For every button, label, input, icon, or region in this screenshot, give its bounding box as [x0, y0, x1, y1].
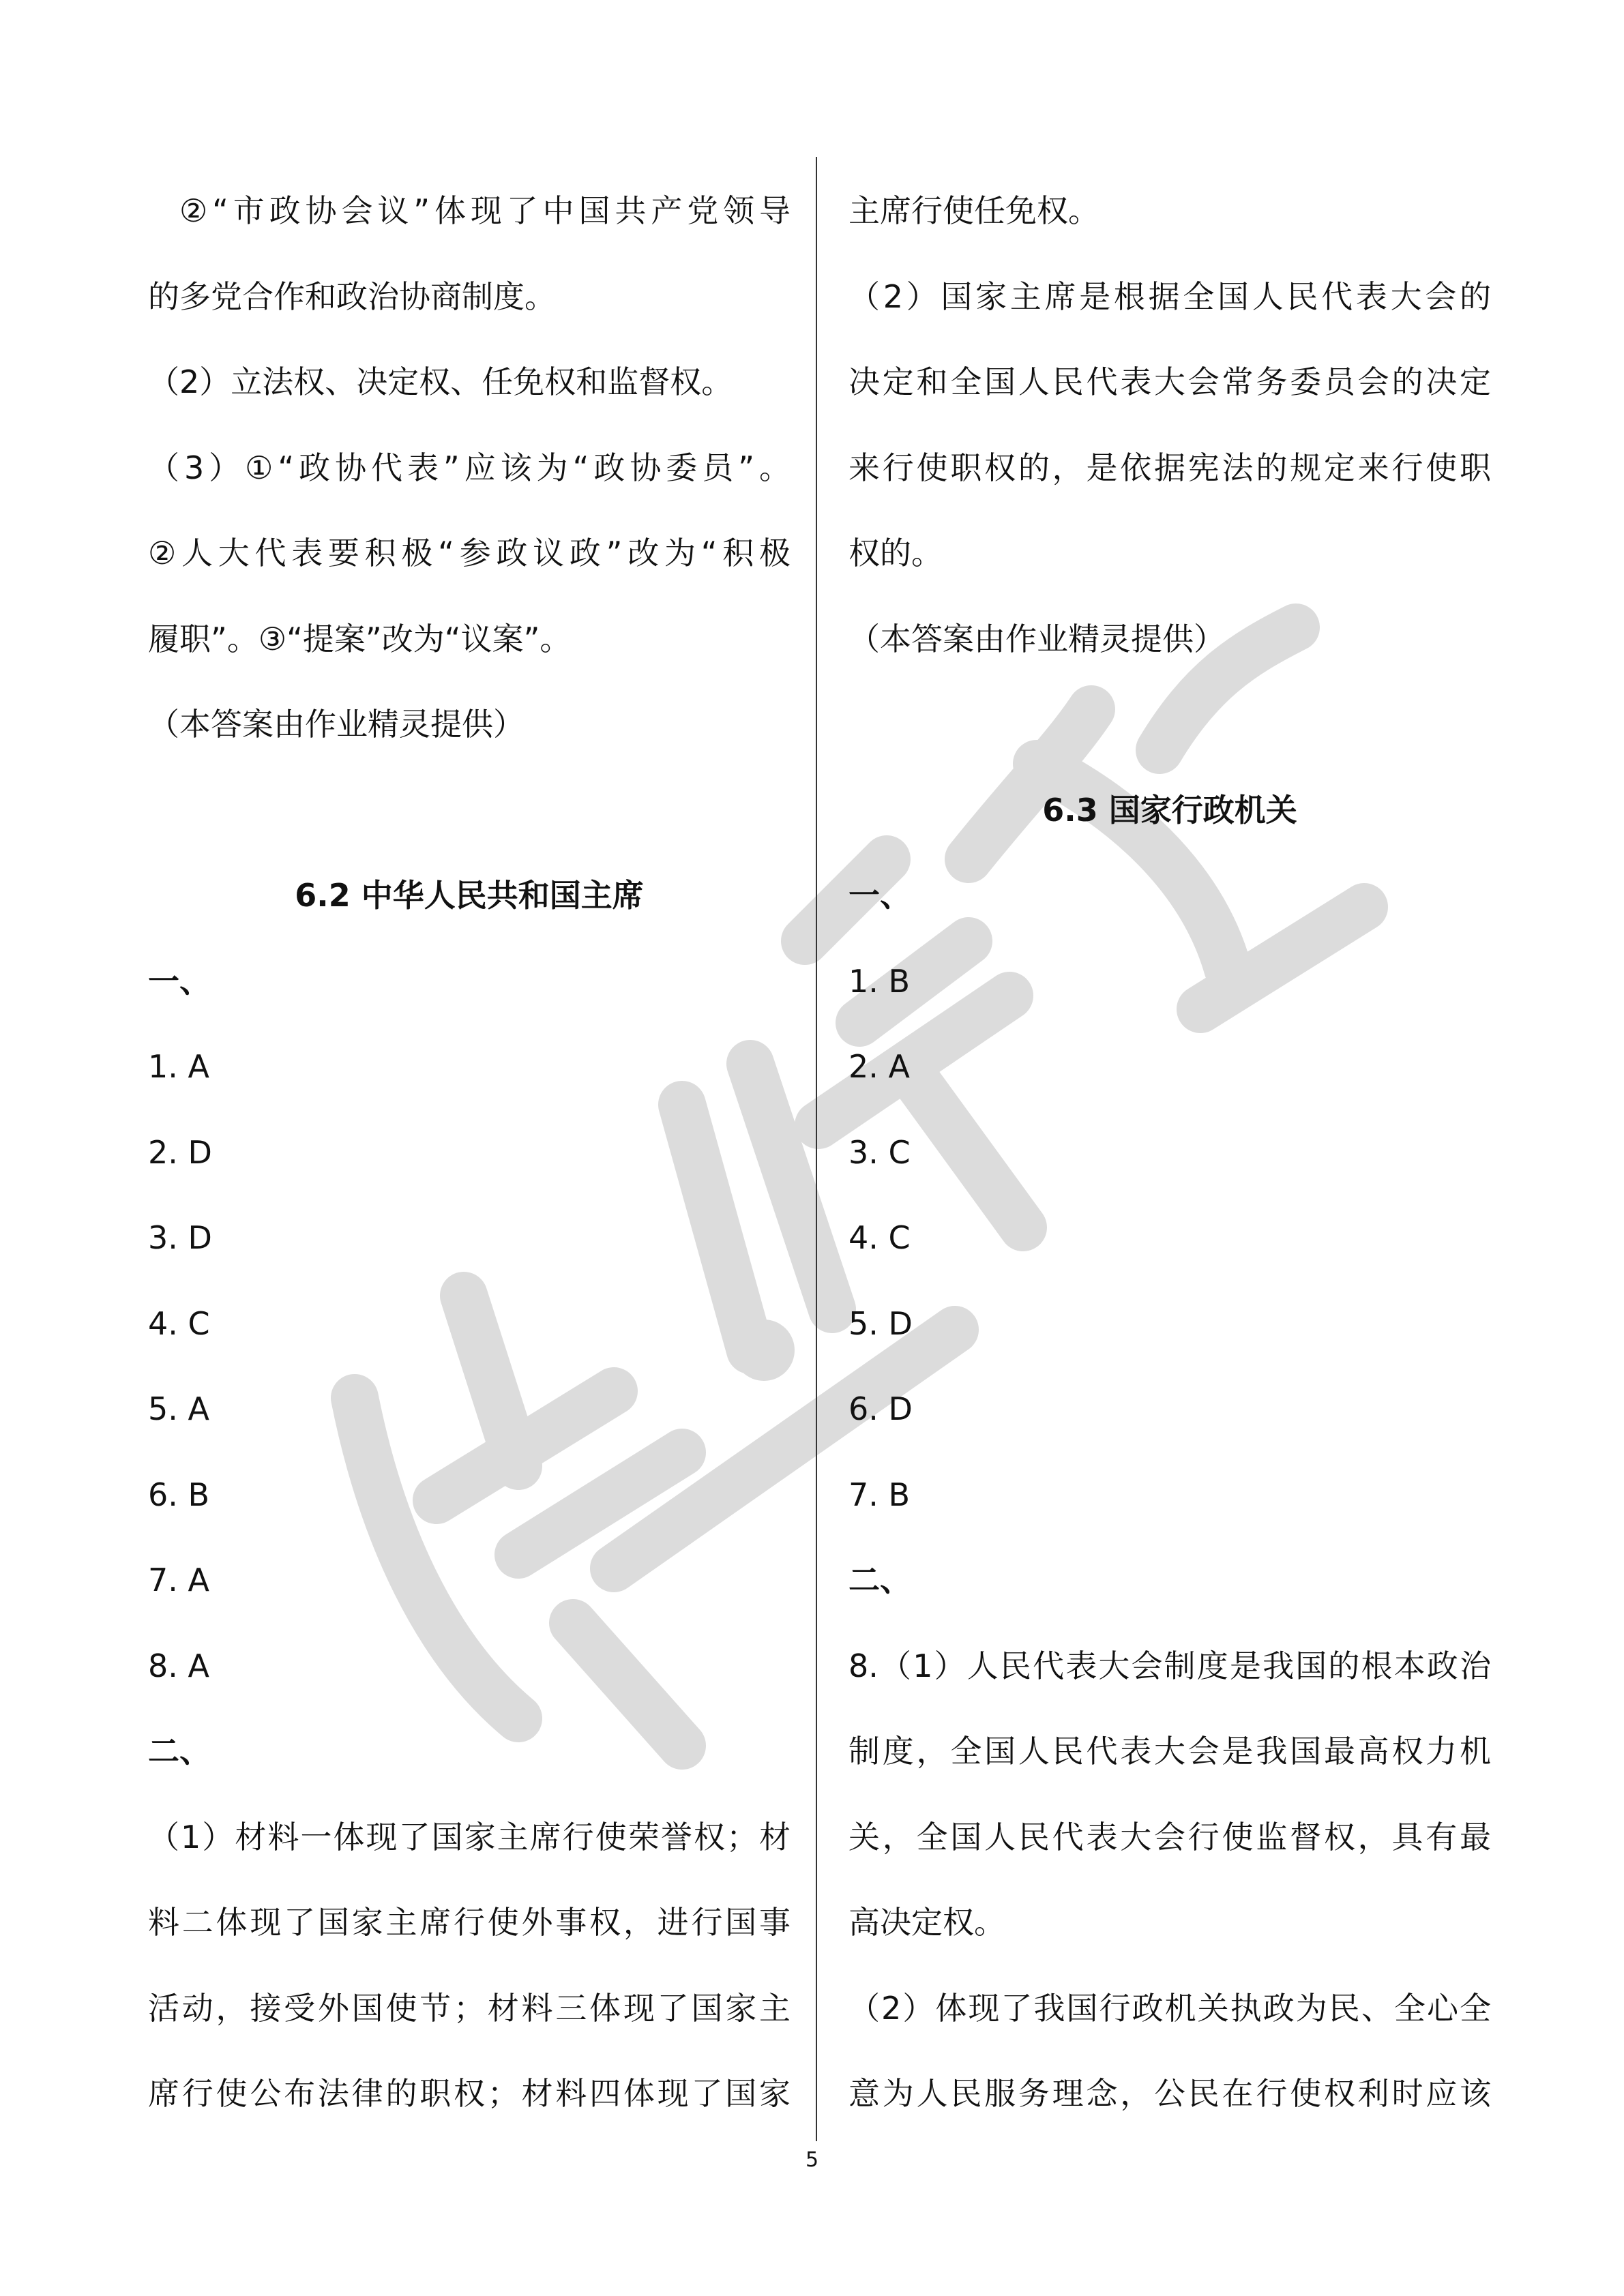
- text-line: （2）国家主席是根据全国人民代表大会的: [848, 278, 1491, 315]
- right-column: [848, 168, 1491, 2137]
- page-number: 5: [805, 2148, 819, 2172]
- text-line: [148, 768, 791, 854]
- text-line: 8.（1）人民代表大会制度是我国的根本政治: [848, 1647, 1491, 1684]
- text-line: （1）材料一体现了国家主席行使荣誉权；材: [148, 1818, 791, 1855]
- text-line: [848, 682, 1491, 768]
- text-line: 4. C: [848, 1219, 911, 1256]
- text-line: 8. A: [148, 1647, 209, 1684]
- part-heading: 一、: [148, 962, 211, 1000]
- text-line: ②“市政协会议”体现了中国共产党领导: [179, 192, 791, 229]
- text-line: （2）体现了我国行政机关执政为民、全心全: [848, 1989, 1491, 2027]
- part-heading: 二、: [848, 1562, 911, 1598]
- text-line: 来行使职权的，是依据宪法的规定来行使职: [848, 449, 1491, 486]
- text-line: 2. D: [148, 1133, 212, 1171]
- section-heading: 6.2 中华人民共和国主席: [295, 877, 644, 914]
- text-line: 1. A: [148, 1048, 209, 1085]
- text-line: （本答案由作业精灵提供）: [148, 706, 525, 743]
- text-line: 6. B: [148, 1476, 210, 1513]
- text-line: 权的。: [848, 535, 943, 571]
- text-line: 1. B: [848, 962, 911, 1000]
- part-heading: 二、: [148, 1733, 211, 1770]
- text-line: 6. D: [848, 1390, 913, 1427]
- text-line: 关，全国人民代表大会行使监督权，具有最: [848, 1818, 1491, 1855]
- text-line: 3. C: [848, 1133, 911, 1171]
- text-line: 履职”。③“提案”改为“议案”。: [148, 620, 572, 657]
- text-line: 2. A: [848, 1048, 910, 1085]
- text-line: （2）立法权、决定权、任免权和监督权。: [148, 363, 733, 400]
- text-line: 的多党合作和政治协商制度。: [148, 278, 556, 315]
- text-line: 意为人民服务理念，公民在行使权利时应该: [848, 2075, 1491, 2112]
- section-heading: 6.3 国家行政机关: [1042, 791, 1297, 829]
- text-line: （3）①“政协代表”应该为“政协委员”。: [148, 449, 791, 486]
- text-line: 7. A: [148, 1562, 209, 1598]
- part-heading: 一、: [848, 877, 911, 914]
- text-line: ②人大代表要积极“参政议政”改为“积极: [148, 535, 791, 571]
- text-line: 3. D: [148, 1219, 212, 1256]
- text-line: 活动，接受外国使节；材料三体现了国家主: [148, 1989, 791, 2027]
- column-divider: [816, 157, 817, 2141]
- text-line: 5. D: [848, 1304, 913, 1342]
- text-line: 7. B: [848, 1476, 911, 1513]
- text-line: 决定和全国人民代表大会常务委员会的决定: [848, 363, 1491, 400]
- text-line: 5. A: [148, 1390, 209, 1427]
- text-line: 制度，全国人民代表大会是我国最高权力机: [848, 1733, 1491, 1770]
- text-line: 主席行使任免权。: [848, 192, 1099, 229]
- text-line: 高决定权。: [848, 1904, 1005, 1941]
- text-line: 料二体现了国家主席行使外事权，进行国事: [148, 1904, 791, 1941]
- left-column: [148, 168, 791, 2137]
- text-line: 4. C: [148, 1304, 210, 1342]
- text-line: （本答案由作业精灵提供）: [848, 620, 1225, 657]
- text-line: 席行使公布法律的职权；材料四体现了国家: [148, 2075, 791, 2112]
